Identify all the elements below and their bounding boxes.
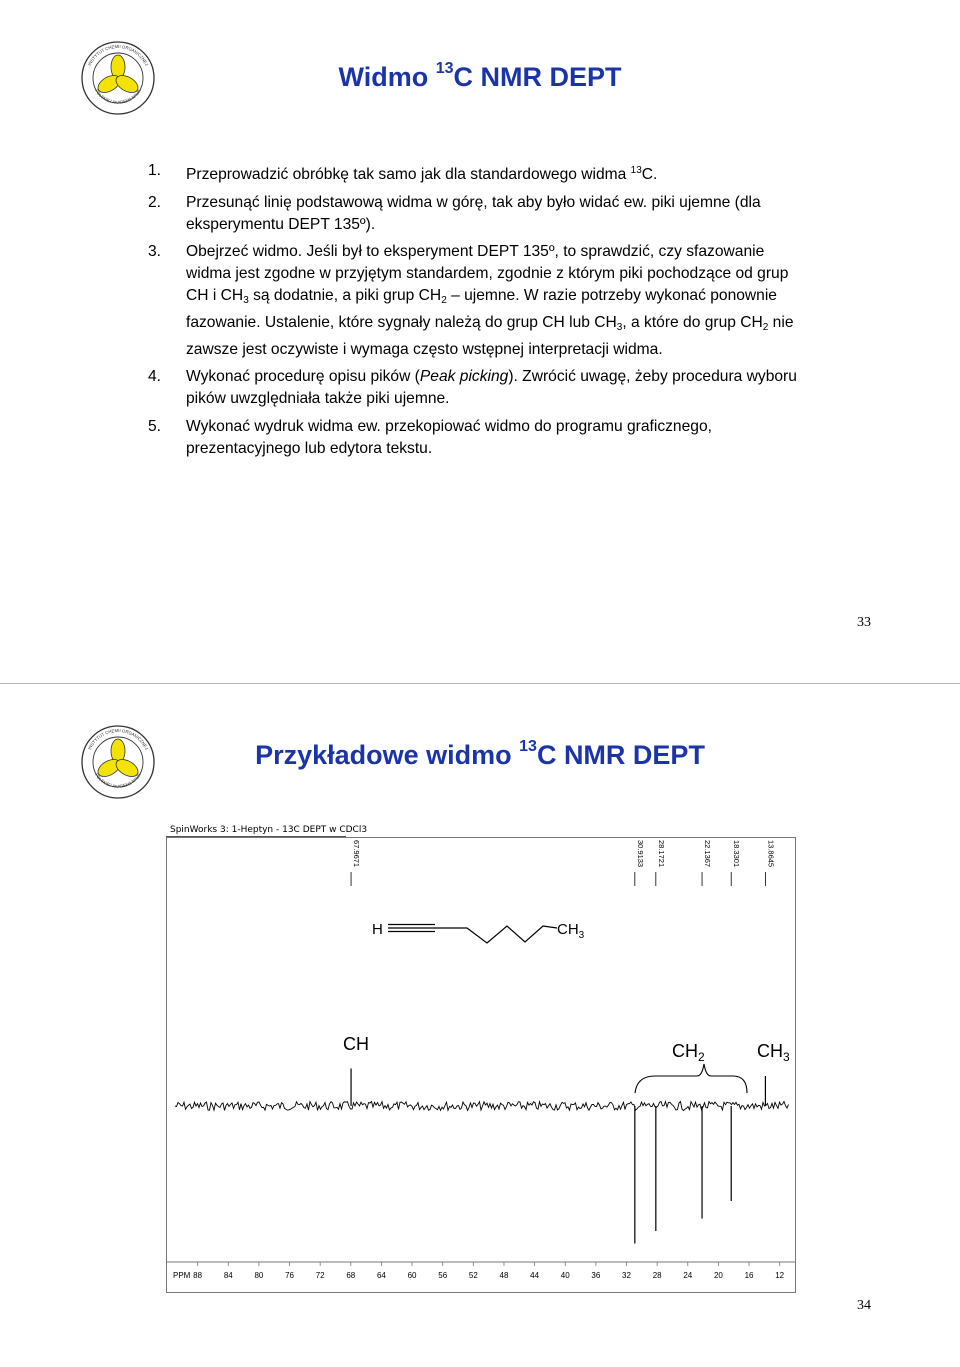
peak-label: 22.1367: [703, 840, 713, 868]
step-text: Przesunąć linię podstawową widma w górę, tak aby było widać ew. piki ujemne (dla eksperymentu DEPT 135º).: [186, 193, 761, 233]
x-axis-ticks: [193, 1262, 784, 1280]
ch3-group-label: $CH_3$: [757, 1041, 790, 1064]
title-text-rest: C NMR DEPT: [536, 740, 705, 770]
ch2-group-label: $CH_2$: [672, 1041, 705, 1064]
x-tick-label: 68: [346, 1271, 356, 1280]
step-number: 1.: [148, 162, 162, 179]
step-text: Obejrzeć widmo. Jeśli był to eksperyment DEPT 135º, to sprawdzić, czy sfazowanie widma jest zgodne w przyjętym standardem, zgodnie z którym piki pochodzące od grup CH i $CH_3$ są dodatnie, a piki grup $CH_2$ – ujemne. W razie potrzeby wykonać ponownie fazowanie. Ustalenie, które sygnały należą do grup CH lub $CH_3$, a które do grup $CH_2$ nie zawsze jest oczywiste i wymaga często wstępnej interpretacji widma.: [186, 243, 794, 358]
x-tick-label: 56: [438, 1271, 448, 1280]
alkyl-chain: [435, 926, 557, 943]
x-tick-label: 40: [560, 1271, 570, 1280]
molecule-1-heptyne: [372, 921, 585, 943]
logo-text-bottom: POLSKIEJ AKADEMII NAUK: [94, 88, 142, 105]
page-number: 34: [857, 1298, 871, 1313]
peak-label: 28.1721: [656, 840, 666, 868]
dept-spectrum: [167, 838, 795, 1292]
peak-label: 30.9133: [635, 840, 645, 868]
x-tick-label: 28: [652, 1271, 662, 1280]
x-tick-label: 76: [285, 1271, 294, 1280]
ch-group-label: CH: [343, 1034, 369, 1054]
spectrum-trace: [175, 1102, 789, 1111]
x-axis-unit: PPM: [173, 1271, 191, 1280]
ch2-bracket: [635, 1064, 747, 1093]
peak-labels: [351, 840, 775, 886]
step-text: Przeprowadzić obróbkę tak samo jak dla standardowego widma $^{13}$C.: [186, 165, 658, 183]
x-tick-label: 52: [468, 1271, 478, 1280]
peak-label: 67.9671: [352, 840, 362, 868]
logo-text-top: INSTYTUT CHEMII ORGANICZNEJ: [86, 43, 150, 67]
step-number: 4.: [148, 368, 162, 386]
step-text: Wykonać wydruk widma ew. przekopiować widmo do programu graficznego, prezentacyjnego lub edytora tekstu.: [186, 417, 712, 457]
x-tick-label: 48: [499, 1271, 509, 1280]
title-superscript: 13: [435, 60, 454, 77]
logo-text-top: INSTYTUT CHEMII ORGANICZNEJ: [86, 727, 150, 751]
x-tick-label: 72: [315, 1271, 325, 1280]
slide-34: [0, 684, 960, 1367]
slide-title: [0, 62, 960, 93]
slide-title: [0, 740, 960, 771]
step-1: [148, 160, 808, 186]
page-number: 33: [857, 615, 871, 630]
steps-list: [148, 160, 808, 466]
x-tick-label: 20: [713, 1271, 723, 1280]
step-5: [148, 416, 808, 460]
x-tick-label: 32: [622, 1271, 631, 1280]
x-tick-label: 24: [683, 1271, 693, 1280]
x-tick-label: 88: [193, 1271, 203, 1280]
x-tick-label: 16: [744, 1271, 754, 1280]
spectrum-peaks: [351, 1069, 765, 1244]
x-tick-label: 44: [530, 1271, 540, 1280]
molecule-h-label: H: [372, 921, 383, 938]
logo-text-bottom: POLSKIEJ AKADEMII NAUK: [94, 772, 142, 789]
title-text-rest: C NMR DEPT: [453, 62, 622, 92]
x-tick-label: 84: [223, 1271, 233, 1280]
step-4: [148, 366, 808, 410]
x-tick-label: 12: [775, 1271, 785, 1280]
spectrum-header: SpinWorks 3: 1-Heptyn - 13C DEPT w CDCl3: [170, 825, 368, 835]
peak-label: 13.8645: [766, 840, 776, 868]
slide-33: [0, 0, 960, 683]
x-tick-label: 64: [376, 1271, 386, 1280]
title-superscript: 13: [519, 738, 537, 755]
title-text: Widmo: [338, 62, 436, 92]
step-number: 3.: [148, 243, 162, 261]
molecule-ch3-label: $CH_3$: [557, 921, 585, 941]
spectrum-frame: [166, 837, 796, 1293]
peak-label: 18.3301: [732, 840, 742, 868]
step-text: Wykonać procedurę opisu pików (Peak picking). Zwrócić uwagę, żeby procedura wyboru pików uwzględniała także piki ujemne.: [186, 368, 797, 408]
x-tick-label: 60: [407, 1271, 417, 1280]
step-number: 5.: [148, 417, 162, 435]
step-2: [148, 192, 808, 236]
step-3: [148, 241, 808, 360]
step-number: 2.: [148, 193, 162, 211]
title-text: Przykładowe widmo: [255, 740, 520, 770]
x-tick-label: 36: [591, 1271, 601, 1280]
x-tick-label: 80: [254, 1271, 264, 1280]
